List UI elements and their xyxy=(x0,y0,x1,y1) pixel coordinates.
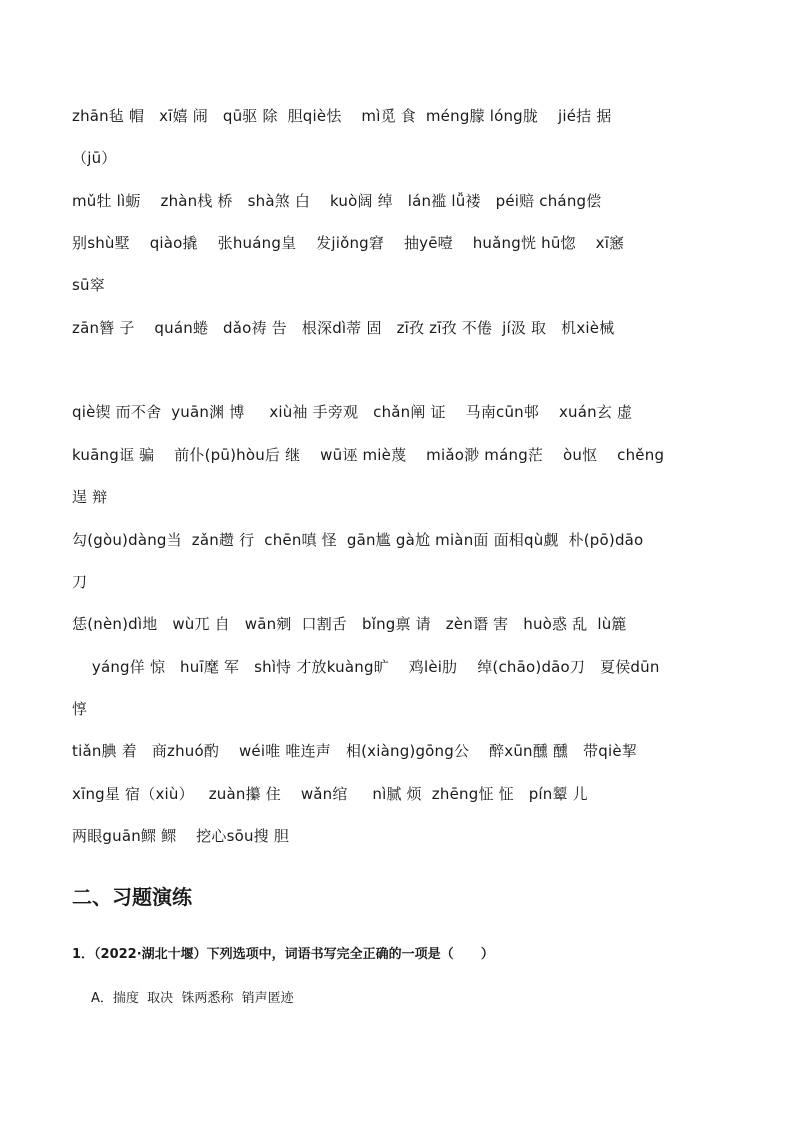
vocab-line: 逞 辩 xyxy=(72,488,108,506)
vocab-line: zhān毡 帽 xī嬉 闹 qū驱 除 胆qiè怯 mì觅 食 méng朦 lóng胧 jié拮 据 xyxy=(72,107,612,125)
vocab-line: xīng星 宿（xiù） zuàn攥 住 wǎn绾 nì腻 烦 zhēng怔 怔 pín颦 儿 xyxy=(72,785,588,803)
vocab-line: kuāng诓 骗 前仆(pū)hòu后 继 wū诬 miè蔑 miǎo渺 máng茫 òu怄 chěng xyxy=(72,446,665,464)
section-heading: 二、习题演练 xyxy=(72,885,192,909)
vocab-line: （jū） xyxy=(72,149,117,167)
vocab-line: sū窣 xyxy=(72,276,105,294)
vocab-line: 两眼guān鳏 鳏 挖心sōu搜 胆 xyxy=(72,827,290,845)
vocab-line: yáng佯 惊 huī麾 军 shì恃 才放kuàng旷 鸡lèi肋 绰(chāo)dāo刀 夏侯dūn xyxy=(72,658,660,676)
vocab-line: mǔ牡 lì蛎 zhàn栈 桥 shà煞 白 kuò阔 绰 lán褴 lǚ褛 péi赔 cháng偿 xyxy=(72,192,602,210)
vocab-line: 恁(nèn)dì地 wù兀 自 wān剜 口割舌 bǐng禀 请 zèn谮 害 huò惑 乱 lù簏 xyxy=(72,615,627,633)
vocab-line: 勾(gòu)dàng当 zǎn趱 行 chēn嗔 怪 gān尴 gà尬 miàn面 面相qù觑 朴(pō)dāo xyxy=(72,531,644,549)
vocab-line: 别shù墅 qiào撬 张huáng皇 发jiǒng窘 抽yē噎 huǎng恍 hū惚 xī窸 xyxy=(72,234,625,252)
option-a: A．揣度 取决 铢两悉称 销声匿迹 xyxy=(91,991,294,1006)
vocab-line: 刀 xyxy=(72,573,88,591)
vocab-line: zān簪 子 quán蜷 dǎo祷 告 根深dì蒂 固 zī孜 zī孜 不倦 jí汲 取 机xiè械 xyxy=(72,319,615,337)
vocab-line: 惇 xyxy=(72,700,88,718)
vocab-line: qiè锲 而不舍 yuān渊 博 xiù袖 手旁观 chǎn阐 证 马南cūn邨 xuán玄 虚 xyxy=(72,403,633,421)
question-stem: 1．（2022·湖北十堰）下列选项中，词语书写完全正确的一项是（ ） xyxy=(72,947,494,962)
vocab-line: tiǎn腆 着 商zhuó酌 wéi唯 唯连声 相(xiàng)gōng公 醉xūn醺 醺 带qiè挈 xyxy=(72,742,637,760)
